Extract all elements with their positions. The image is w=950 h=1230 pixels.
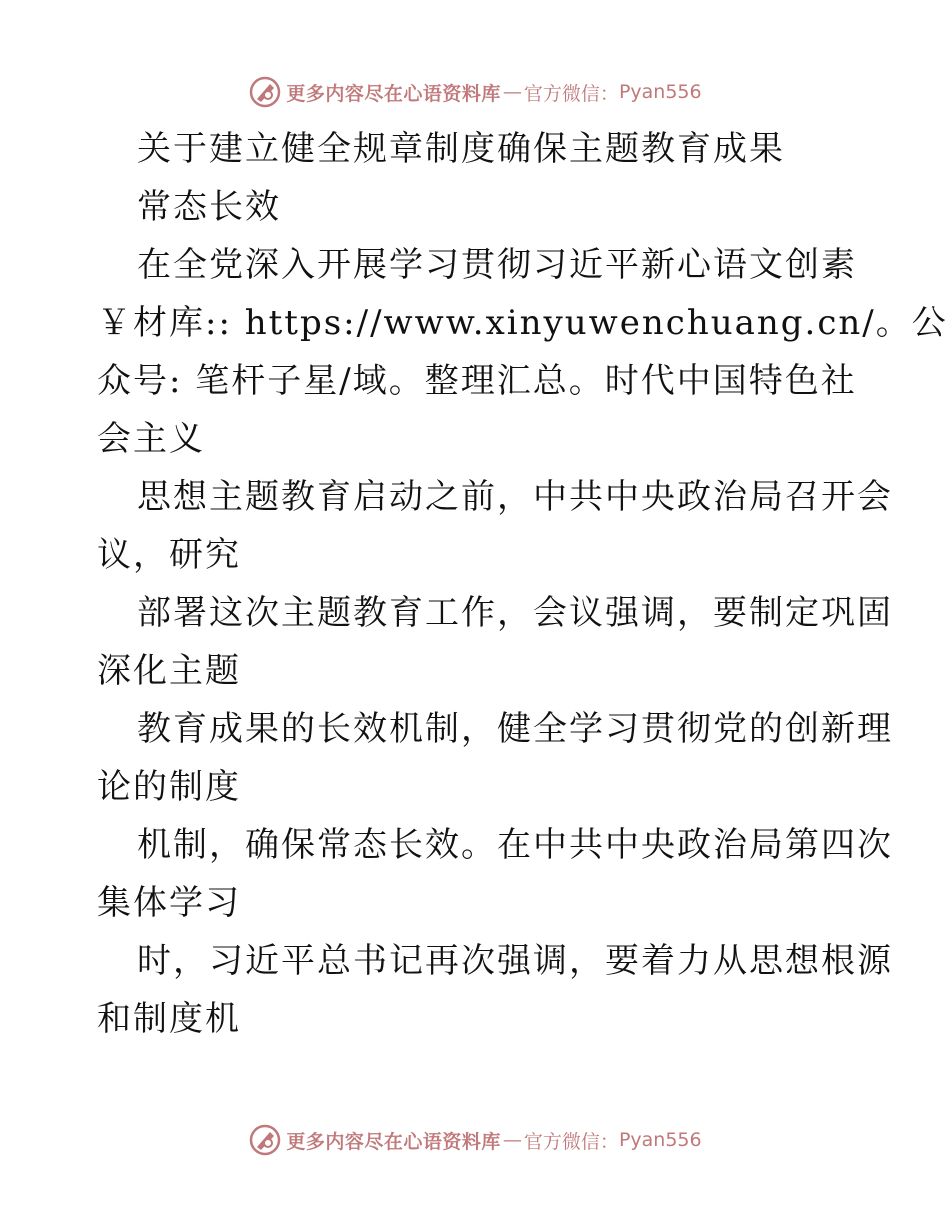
- brand-logo-icon: [248, 1123, 282, 1157]
- watermark-brand: 更多内容尽在心语资料库: [286, 82, 501, 105]
- text-line: 深化主题: [97, 651, 241, 691]
- document-body: [97, 120, 948, 1048]
- text-line: 关于建立健全规章制度确保主题教育成果: [137, 129, 785, 169]
- text-line: 会主义: [97, 419, 205, 459]
- watermark-header: [0, 72, 950, 112]
- brand-logo-icon: [248, 75, 282, 109]
- text-line: 机制，确保常态长效。在中共中央政治局第四次: [137, 825, 893, 865]
- text-line: 和制度机: [97, 999, 241, 1039]
- watermark-dash: —: [502, 81, 522, 103]
- watermark-wechat-label: 官方微信：: [523, 82, 619, 105]
- text-line: 教育成果的长效机制，健全学习贯彻党的创新理: [137, 709, 893, 749]
- watermark-wechat-id: Pyan556: [618, 81, 702, 103]
- text-line: 部署这次主题教育工作，会议强调，要制定巩固: [137, 593, 893, 633]
- watermark-brand: 更多内容尽在心语资料库: [286, 1130, 501, 1153]
- text-line: 在全党深入开展学习贯彻习近平新心语文创素: [137, 245, 857, 285]
- watermark-footer: [0, 1120, 950, 1160]
- text-line: 常态长效: [137, 187, 281, 227]
- watermark-wechat-id: Pyan556: [618, 1129, 702, 1151]
- text-line: 众号: 笔杆子星/域。整理汇总。时代中国特色社: [97, 361, 857, 401]
- text-line: ￥材库:: https://www.xinyuwenchuang.cn/。公: [97, 303, 948, 343]
- text-line: 论的制度: [97, 767, 241, 807]
- text-line: 时，习近平总书记再次强调，要着力从思想根源: [137, 941, 893, 981]
- text-line: 思想主题教育启动之前，中共中央政治局召开会: [137, 477, 893, 517]
- text-line: 议，研究: [97, 535, 241, 575]
- watermark-dash: —: [502, 1129, 522, 1151]
- watermark-wechat-label: 官方微信：: [523, 1130, 619, 1153]
- text-line: 集体学习: [97, 883, 241, 923]
